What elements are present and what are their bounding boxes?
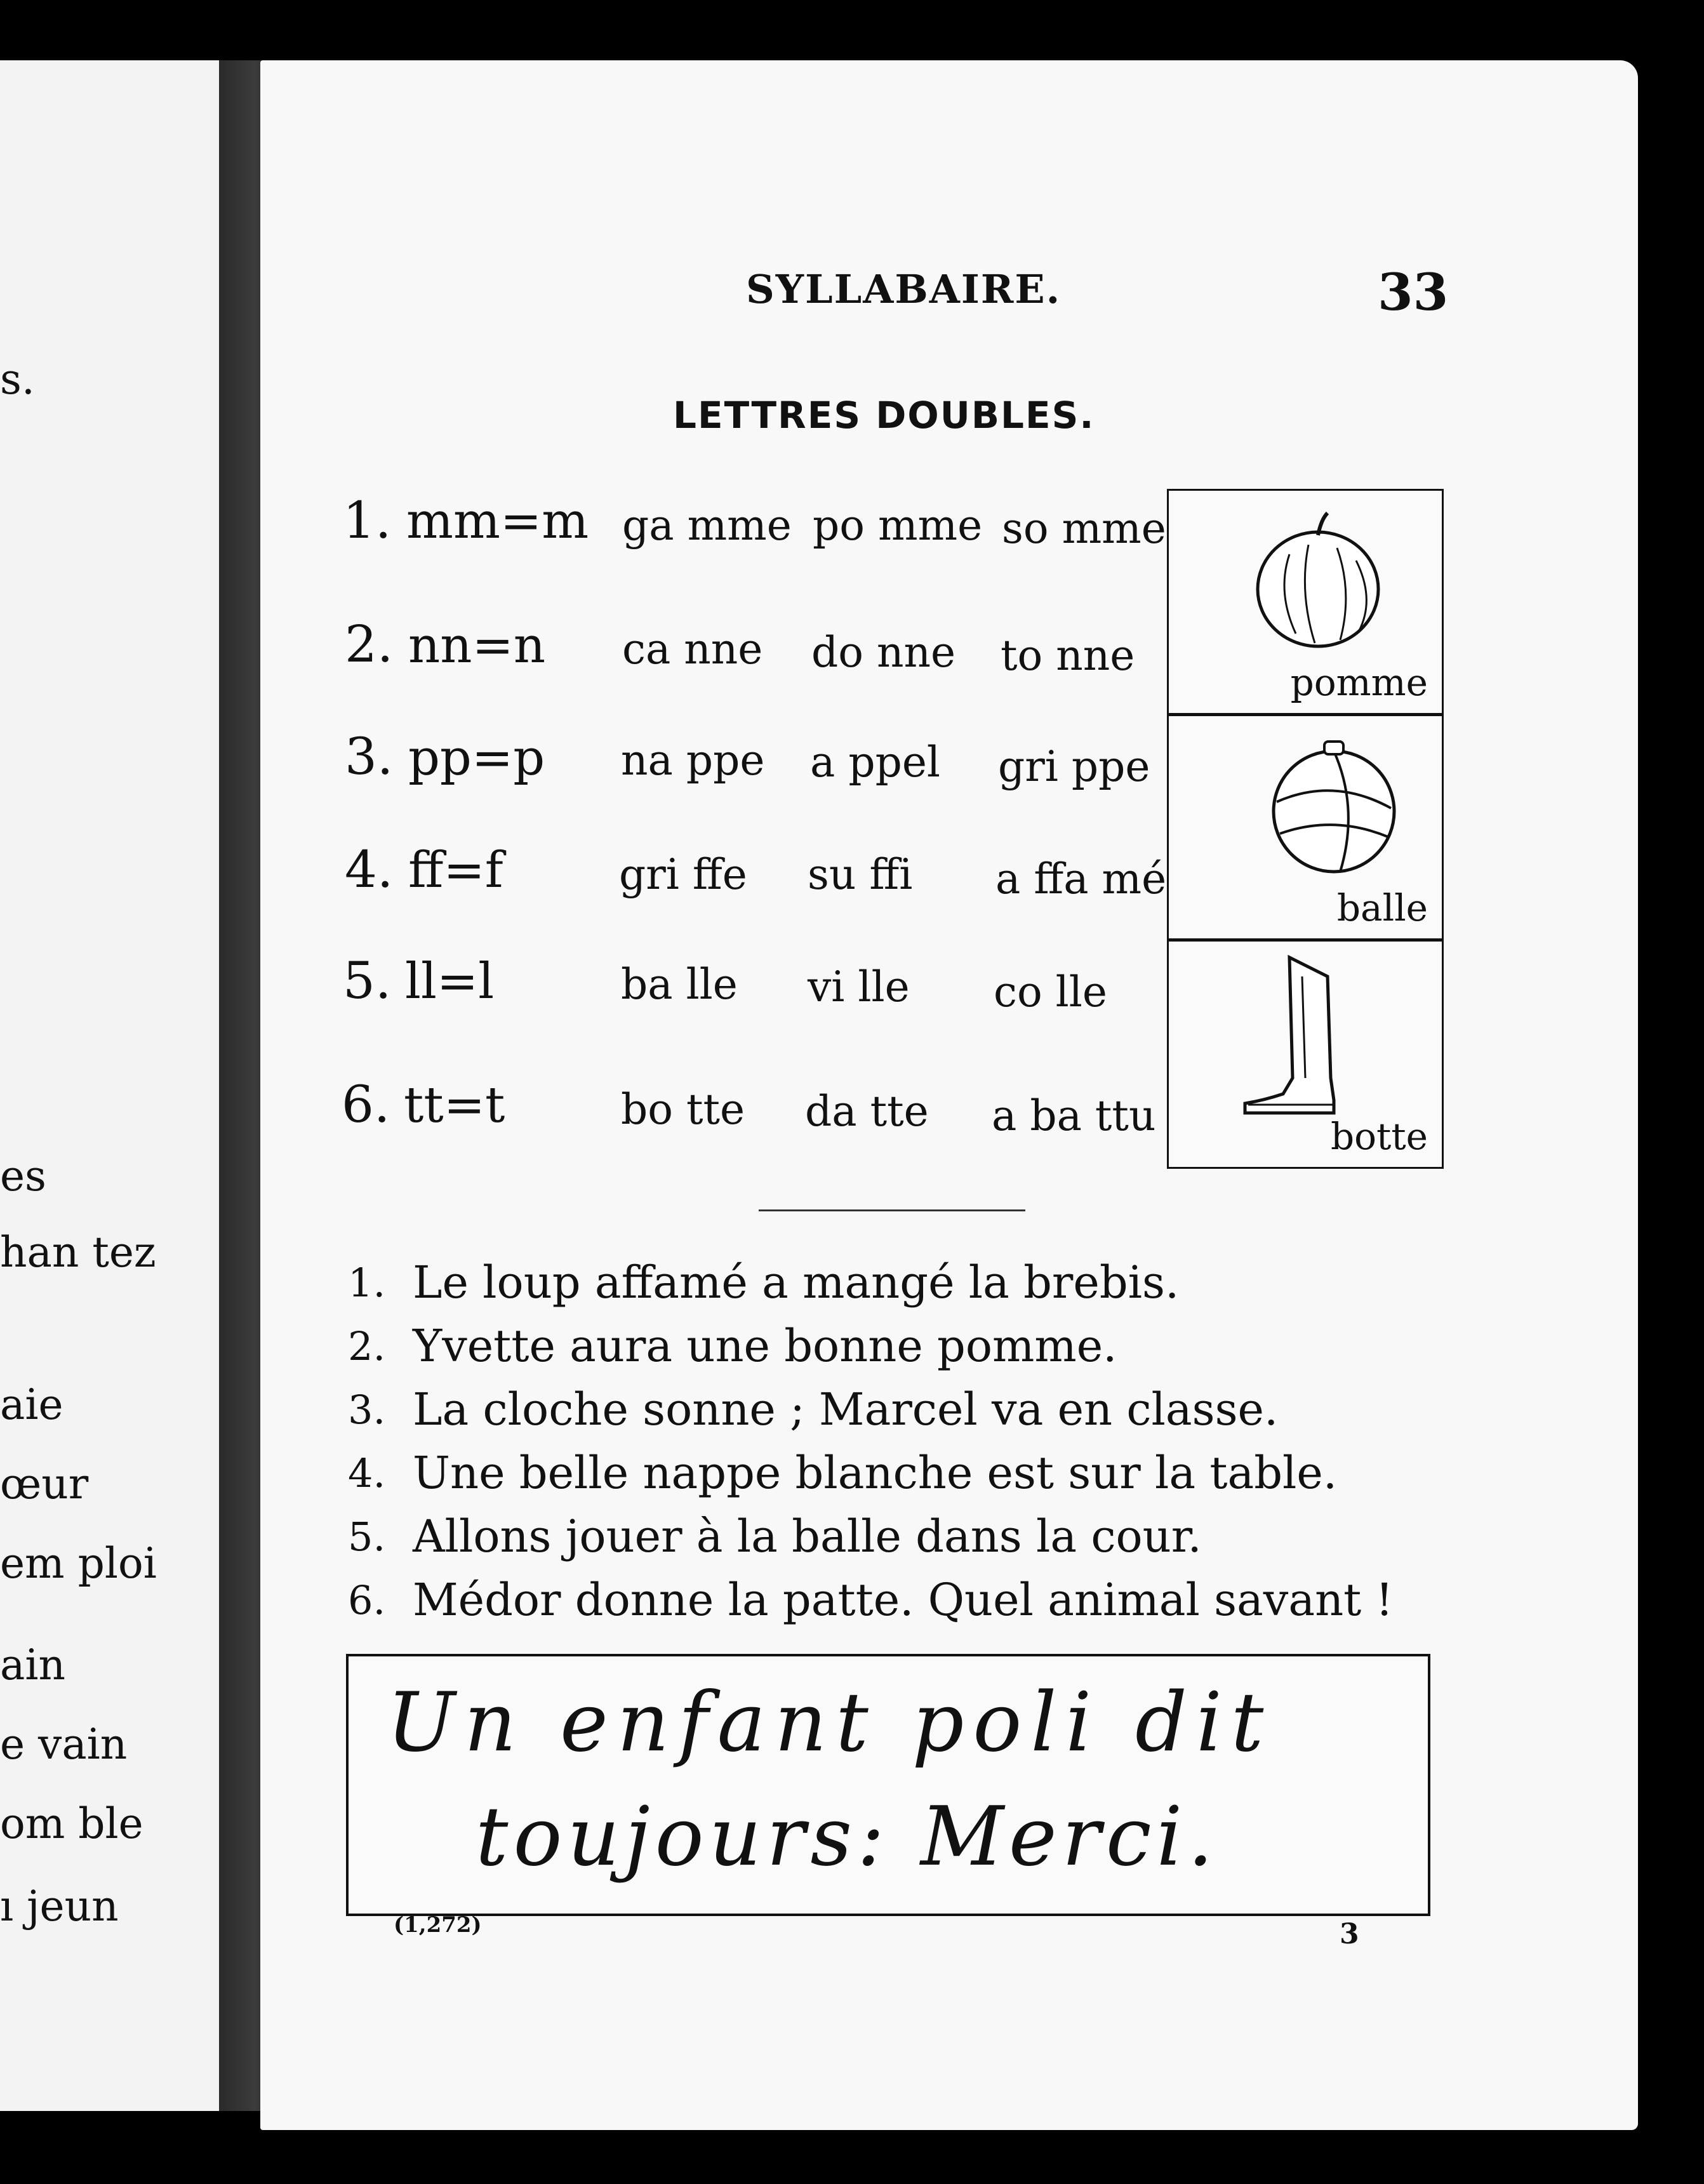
sentence-text: Yvette aura une bonne pomme. [413, 1320, 1117, 1372]
sentence-number: 4. [348, 1450, 386, 1496]
example-word: a ppel [810, 738, 940, 787]
example-word: co lle [994, 968, 1107, 1016]
left-page-fragment: es [0, 1152, 46, 1201]
left-page-fragment: ı jeun [0, 1882, 119, 1931]
maxim-line: Un enfant poli dit [387, 1675, 1273, 1770]
picture-caption: balle [1336, 886, 1428, 929]
example-word: ga mme [622, 501, 792, 550]
signature-mark: 3 [1340, 1918, 1359, 1950]
maxim-box [346, 1654, 1430, 1916]
apple-icon [1251, 510, 1391, 656]
example-word: gri ppe [998, 742, 1150, 791]
example-word: a ffa mé [995, 855, 1167, 903]
picture-box-botte [1167, 940, 1444, 1169]
sentence-number: 6. [348, 1577, 386, 1623]
running-head: SYLLABAIRE. [746, 266, 1062, 312]
print-code: (1,272) [394, 1912, 482, 1938]
row-rule: pp=p [408, 729, 545, 787]
sentence-text: Le loup affamé a mangé la brebis. [413, 1256, 1180, 1308]
example-word: ba lle [621, 960, 738, 1009]
section-title: LETTRES DOUBLES. [673, 394, 1095, 437]
example-word: po mme [813, 501, 983, 550]
row-number: 1. [343, 491, 392, 550]
row-rule: ff=f [408, 842, 503, 899]
left-page-fragment: s. [0, 355, 35, 404]
picture-box-pomme [1167, 489, 1444, 715]
example-word: do nne [811, 628, 956, 677]
left-page-fragment: em ploi [0, 1539, 157, 1588]
sentence-number: 1. [348, 1260, 386, 1306]
picture-box-balle [1167, 714, 1444, 940]
left-page-fragment: om ble [0, 1799, 143, 1848]
row-number: 6. [342, 1075, 390, 1134]
sentence-number: 3. [348, 1387, 386, 1433]
left-page-fragment: han tez [0, 1228, 156, 1277]
left-page-fragment: aie [0, 1380, 63, 1429]
sentence-text: Allons jouer à la balle dans la cour. [413, 1510, 1202, 1562]
row-rule: mm=m [406, 493, 589, 550]
example-word: su ffi [808, 850, 913, 899]
example-word: gri ffe [619, 850, 747, 899]
row-number: 2. [345, 615, 394, 674]
sentence-text: La cloche sonne ; Marcel va en classe. [413, 1383, 1279, 1435]
maxim-line: toujours: Merci. [476, 1790, 1219, 1884]
ball-icon [1264, 732, 1404, 878]
example-word: to nne [1001, 631, 1135, 680]
picture-caption: botte [1331, 1115, 1428, 1158]
example-word: da tte [805, 1087, 929, 1136]
separator-rule [759, 1209, 1025, 1211]
sentence-text: Une belle nappe blanche est sur la table. [413, 1447, 1338, 1499]
left-page-fragment: e vain [0, 1720, 128, 1769]
example-word: vi lle [808, 962, 910, 1011]
example-word: na ppe [621, 736, 765, 785]
left-page-fragment: œur [0, 1460, 89, 1508]
example-word: ca nne [622, 625, 763, 674]
row-rule: ll=l [405, 953, 495, 1010]
left-page-fragment: ain [0, 1641, 65, 1689]
sentence-text: Médor donne la patte. Quel animal savant ! [413, 1574, 1394, 1626]
sentence-number: 5. [348, 1514, 386, 1560]
row-number: 3. [345, 727, 394, 786]
boot-icon [1239, 951, 1366, 1122]
row-rule: tt=t [404, 1077, 505, 1134]
example-word: so mme [1002, 504, 1166, 553]
example-word: a ba ttu [992, 1091, 1156, 1140]
row-number: 5. [343, 951, 392, 1010]
sentence-number: 2. [348, 1323, 386, 1369]
row-number: 4. [345, 840, 394, 899]
picture-caption: pomme [1290, 661, 1428, 704]
row-rule: nn=n [408, 617, 546, 674]
left-page [0, 60, 219, 2111]
example-word: bo tte [621, 1085, 745, 1134]
page-number: 33 [1378, 262, 1449, 322]
